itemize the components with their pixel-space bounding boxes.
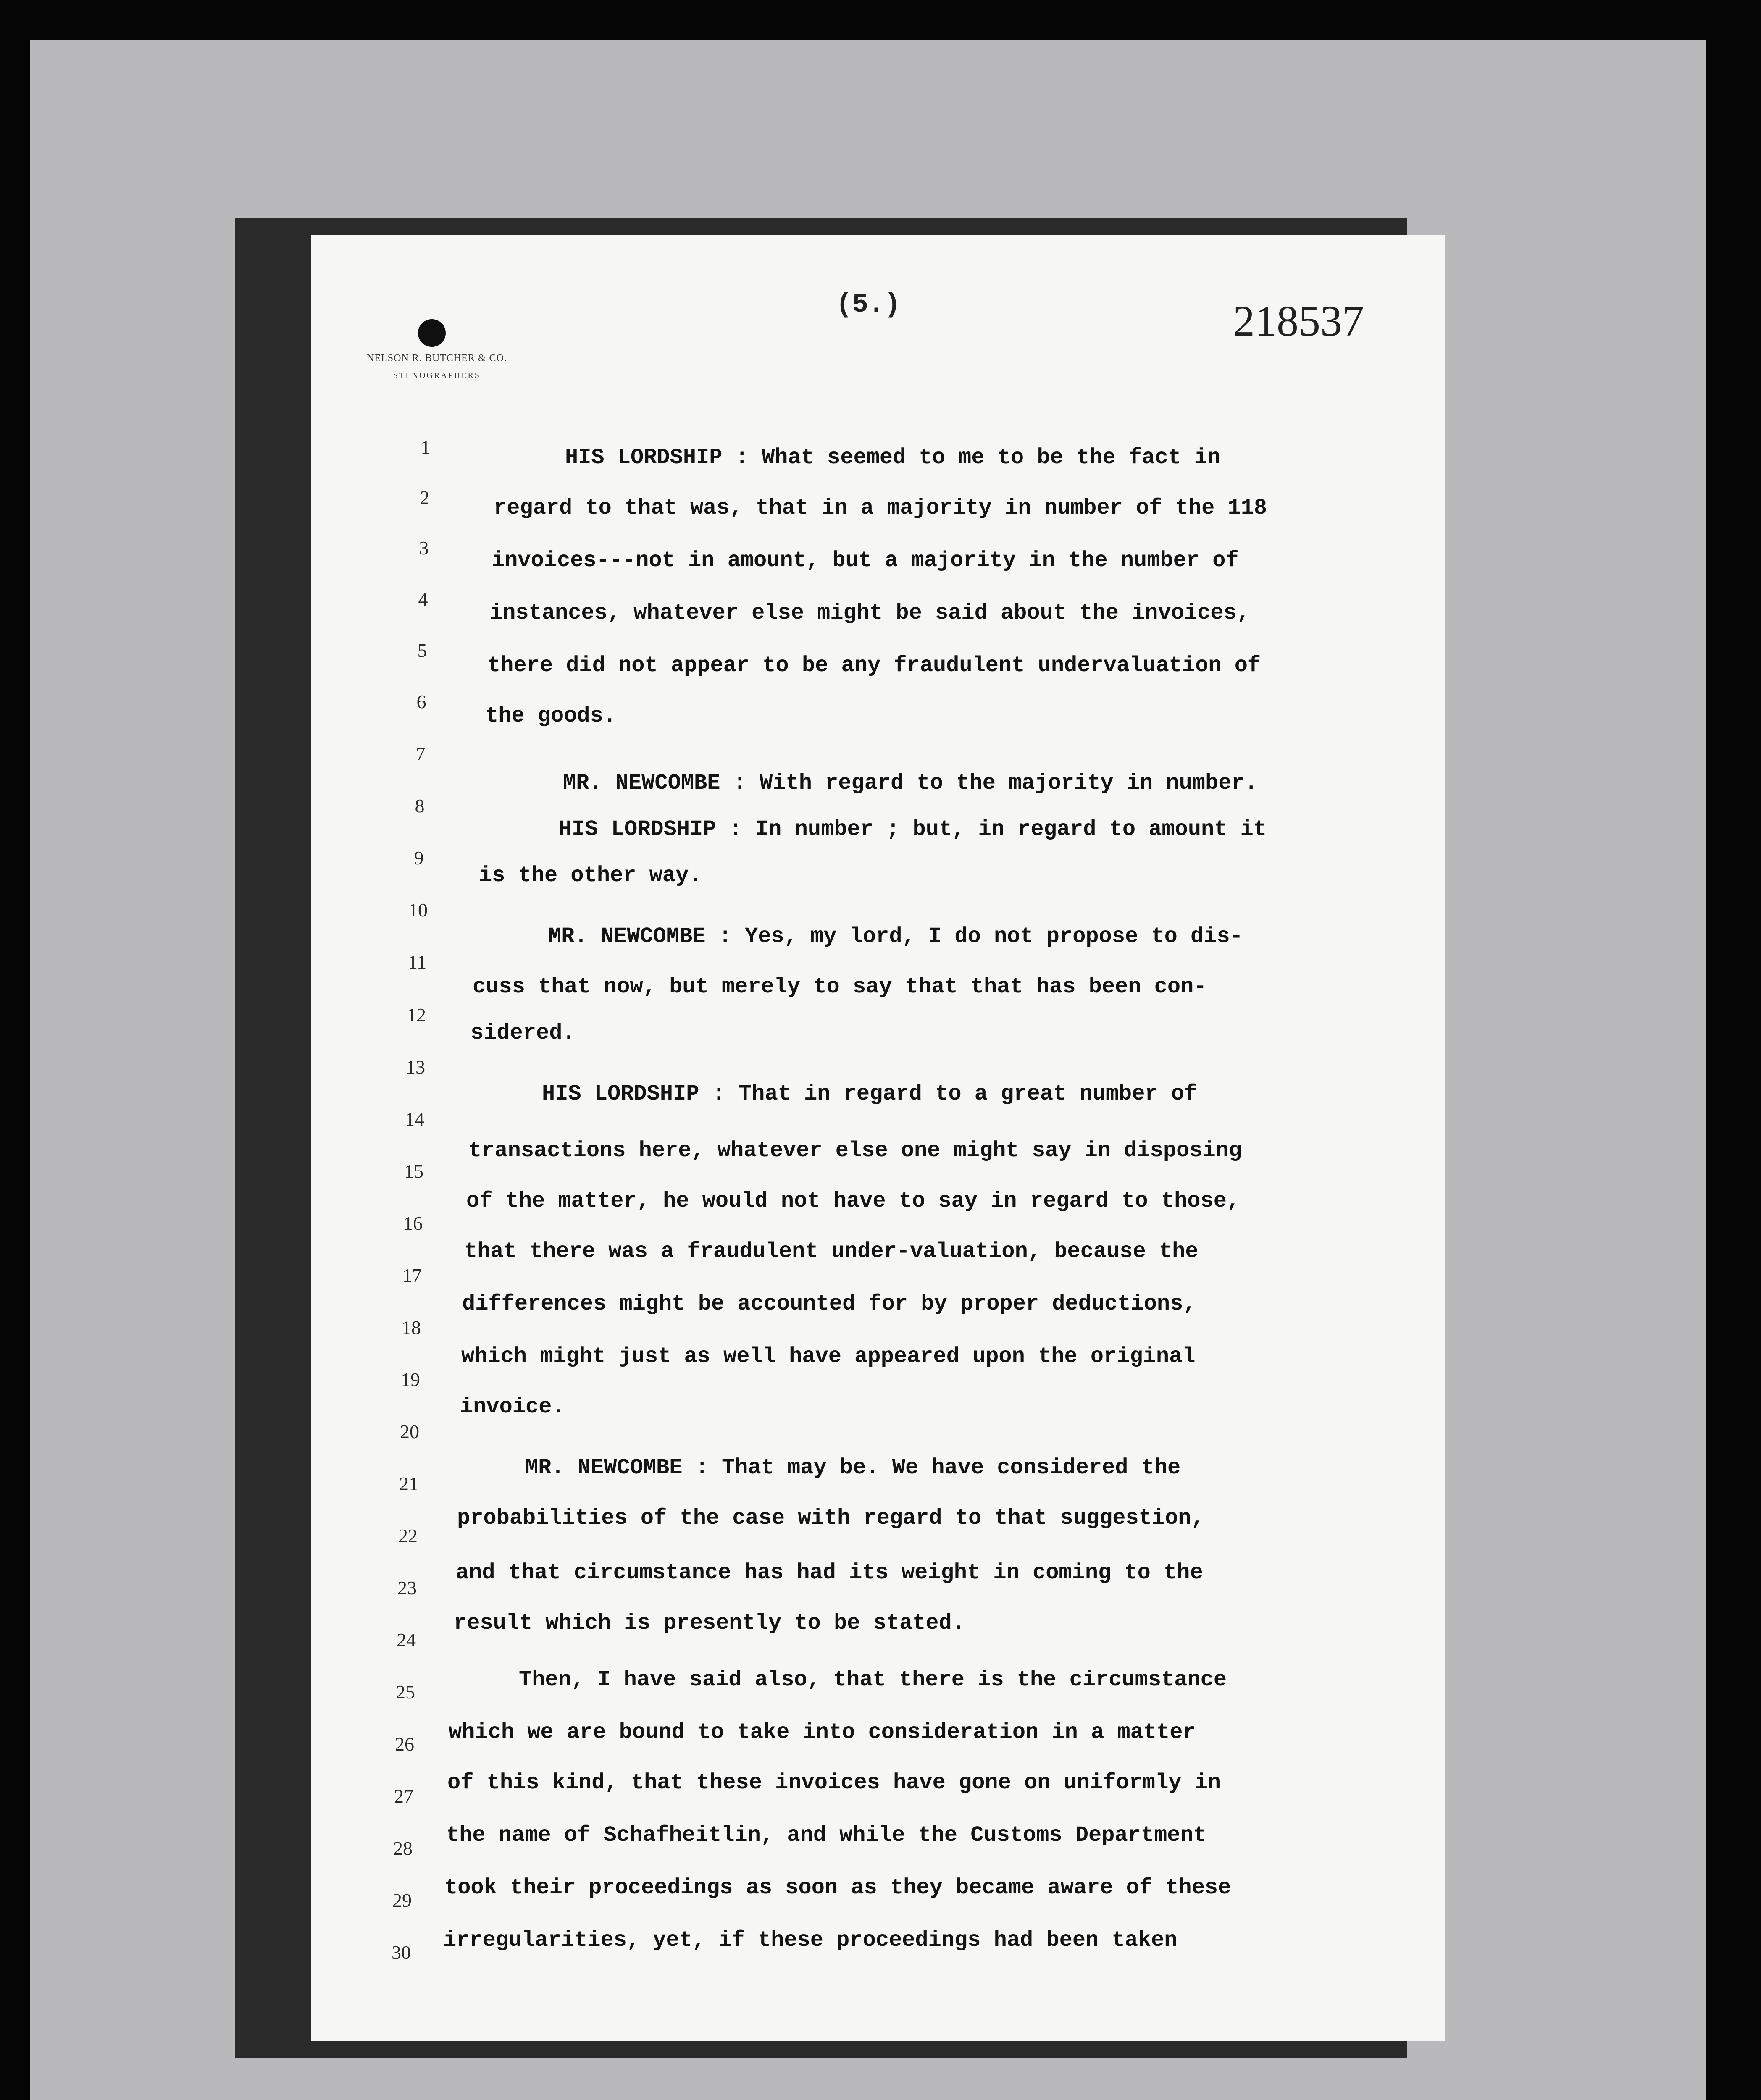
transcript-line: that there was a fraudulent under-valuation, because the — [464, 1239, 1199, 1264]
line-number: 21 — [399, 1473, 418, 1494]
transcript-line: Then, I have said also, that there is the circumstance — [519, 1667, 1227, 1692]
transcript-line: MR. NEWCOMBE : That may be. We have considered the — [525, 1455, 1181, 1480]
transcript-line: differences might be accounted for by proper deductions, — [462, 1292, 1196, 1316]
line-number: 25 — [396, 1681, 415, 1703]
transcript-line: the goods. — [485, 704, 617, 728]
line-number: 3 — [419, 537, 429, 559]
line-number: 29 — [392, 1890, 412, 1911]
line-number: 8 — [415, 795, 425, 816]
transcript-line: cuss that now, but merely to say that that has been con- — [473, 974, 1207, 999]
transcript-line: regard to that was, that in a majority in number of the 118 — [494, 496, 1267, 520]
transcript-line: and that circumstance has had its weight in coming to the — [456, 1560, 1203, 1585]
letterhead — [349, 353, 525, 381]
line-number: 7 — [415, 743, 426, 764]
transcript-line: which might just as well have appeared upon the original — [461, 1344, 1196, 1369]
line-number: 2 — [420, 487, 430, 508]
transcript-line: HIS LORDSHIP : In number ; but, in regard to amount it — [559, 817, 1267, 842]
line-number: 17 — [402, 1265, 422, 1286]
line-number: 14 — [405, 1108, 424, 1130]
line-number: 13 — [406, 1056, 425, 1078]
line-number: 22 — [398, 1525, 418, 1546]
transcript-line: is the other way. — [479, 863, 702, 888]
transcript-line: took their proceedings as soon as they became aware of these — [444, 1875, 1231, 1900]
line-number: 1 — [421, 436, 431, 458]
line-number: 9 — [414, 847, 424, 869]
line-number: 12 — [407, 1004, 426, 1026]
line-number: 6 — [416, 691, 426, 712]
document-number: 218537 — [1233, 297, 1364, 345]
line-number: 11 — [407, 951, 427, 973]
line-number: 30 — [392, 1942, 411, 1963]
transcript-line: there did not appear to be any fraudulent undervaluation of — [487, 653, 1261, 678]
transcript-line: result which is presently to be stated. — [454, 1611, 965, 1635]
transcript-line: the name of Schafheitlin, and while the Customs Department — [446, 1823, 1206, 1848]
transcript-line: transactions here, whatever else one might say in disposing — [468, 1138, 1242, 1163]
transcript-line: of this kind, that these invoices have gone on uniformly in — [447, 1770, 1221, 1795]
transcript-line: invoices---not in amount, but a majority in the number of — [492, 548, 1239, 573]
transcript-line: invoice. — [460, 1394, 565, 1419]
line-number: 28 — [393, 1838, 413, 1859]
letterhead-subtitle: STENOGRAPHERS — [393, 371, 481, 380]
transcript-line: MR. NEWCOMBE : With regard to the majority in number. — [563, 771, 1258, 795]
page-marker: (5.) — [836, 290, 901, 320]
transcript-line: irregularities, yet, if these proceedings had been taken — [443, 1928, 1178, 1953]
line-number: 5 — [417, 640, 427, 661]
transcript-line: MR. NEWCOMBE : Yes, my lord, I do not propose to dis- — [548, 924, 1243, 949]
line-number: 19 — [401, 1369, 420, 1390]
punch-hole — [418, 319, 446, 347]
transcript-line: HIS LORDSHIP : What seemed to me to be the fact in — [565, 445, 1221, 470]
transcript-line: sidered. — [470, 1021, 576, 1045]
line-number: 23 — [397, 1577, 417, 1599]
letterhead-firm: NELSON R. BUTCHER & CO. — [367, 353, 507, 364]
line-number: 10 — [408, 899, 428, 921]
line-number: 15 — [404, 1160, 423, 1182]
line-number: 20 — [400, 1421, 419, 1442]
transcript-line: HIS LORDSHIP : That in regard to a great number of — [542, 1082, 1198, 1106]
line-number: 4 — [418, 588, 428, 610]
transcript-line: which we are bound to take into consideration in a matter — [449, 1720, 1196, 1745]
line-number: 24 — [397, 1629, 416, 1651]
transcript-line: of the matter, he would not have to say in regard to those, — [466, 1189, 1240, 1213]
line-number: 16 — [403, 1213, 423, 1234]
transcript-line: instances, whatever else might be said about the invoices, — [489, 601, 1250, 625]
transcript-line: probabilities of the case with regard to that suggestion, — [457, 1506, 1204, 1530]
line-number: 18 — [402, 1317, 421, 1338]
line-number: 26 — [395, 1733, 414, 1755]
line-number: 27 — [394, 1785, 413, 1807]
